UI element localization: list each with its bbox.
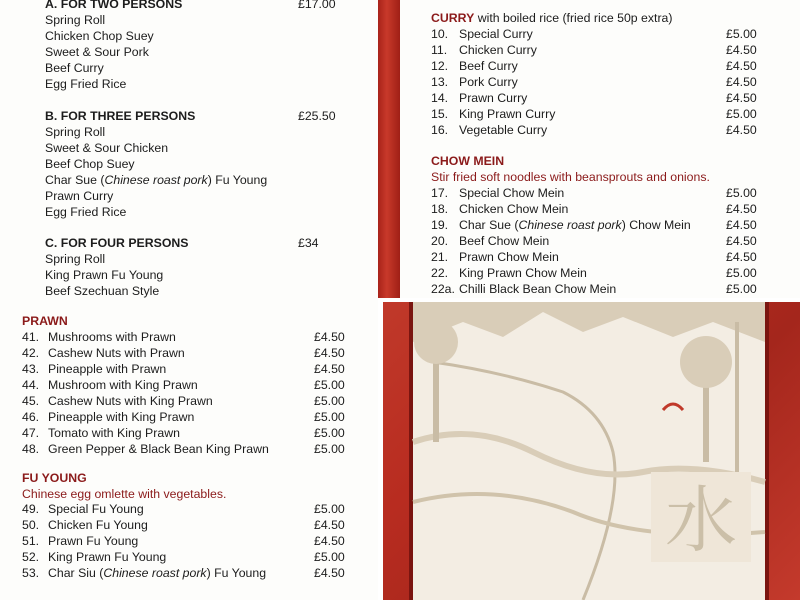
fu-young-item-price: £5.00: [314, 550, 345, 564]
curry-item-name: Beef Curry: [459, 59, 518, 73]
frame-edge-left: [409, 302, 413, 600]
prawn-item-price: £4.50: [314, 362, 345, 376]
prawn-item-number: 48.: [22, 442, 40, 456]
prawn-item-price: £5.00: [314, 394, 345, 408]
fu-young-item-number: 52.: [22, 550, 40, 564]
set-a-item: Chicken Chop Suey: [45, 29, 154, 43]
prawn-item-name: Pineapple with Prawn: [48, 362, 167, 376]
fu-young-item-price: £4.50: [314, 518, 345, 532]
set-c-item: Beef Szechuan Style: [45, 284, 160, 298]
fu-young-item-price: £4.50: [314, 534, 345, 548]
curry-item-price: £4.50: [726, 43, 757, 57]
chow-mein-item-number: 18.: [431, 202, 449, 216]
prawn-item-number: 46.: [22, 410, 40, 424]
curry-item-name: King Prawn Curry: [459, 107, 556, 121]
text: Char Siu (: [48, 566, 104, 580]
fu-young-item-price: £5.00: [314, 502, 345, 516]
curry-heading: [431, 10, 672, 26]
text: Char Sue (: [45, 173, 105, 187]
chow-mein-item-name: Chilli Black Bean Chow Mein: [459, 282, 617, 296]
curry-chow-mein-panel: [400, 0, 800, 298]
curry-item-number: 16.: [431, 123, 449, 137]
fu-young-item-name: King Prawn Fu Young: [48, 550, 167, 564]
prawn-item-price: £4.50: [314, 346, 345, 360]
prawn-item-name: Tomato with King Prawn: [48, 426, 180, 440]
fu-young-item-number: 53.: [22, 566, 40, 580]
set-a-item: Spring Roll: [45, 13, 106, 27]
prawn-item-number: 42.: [22, 346, 40, 360]
set-a-item: Beef Curry: [45, 61, 104, 75]
fu-young-title: FU YOUNG: [22, 471, 87, 485]
fu-young-item-number: 51.: [22, 534, 40, 548]
prawn-item-price: £5.00: [314, 410, 345, 424]
frame-edge-right: [765, 302, 769, 600]
prawn-item-number: 41.: [22, 330, 40, 344]
text: ) Chow Mein: [621, 218, 691, 232]
set-menu-panel: [0, 0, 378, 300]
curry-item-price: £5.00: [726, 27, 757, 41]
set-c-item: King Prawn Fu Young: [45, 268, 164, 282]
set-b-item: Beef Chop Suey: [45, 157, 135, 171]
prawn-item-name: Cashew Nuts with King Prawn: [48, 394, 213, 408]
fu-young-item-name: Chicken Fu Young: [48, 518, 148, 532]
prawn-item-number: 45.: [22, 394, 40, 408]
chow-mein-item-name: Prawn Chow Mein: [459, 250, 559, 264]
curry-item-price: £4.50: [726, 75, 757, 89]
set-c-price: £34: [298, 236, 319, 250]
chow-mein-item-price: £4.50: [726, 202, 757, 216]
set-c-item: Spring Roll: [45, 252, 106, 266]
curry-item-name: Special Curry: [459, 27, 533, 41]
curry-item-number: 12.: [431, 59, 449, 73]
prawn-item-name: Cashew Nuts with Prawn: [48, 346, 185, 360]
curry-item-name: Prawn Curry: [459, 91, 528, 105]
text: ) Fu Young: [206, 566, 267, 580]
set-a-price: £17.00: [298, 0, 336, 11]
text: Char Sue (: [459, 218, 519, 232]
chow-mein-item-name: Beef Chow Mein: [459, 234, 550, 248]
prawn-item-price: £5.00: [314, 442, 345, 456]
curry-item-number: 10.: [431, 27, 449, 41]
chow-mein-item-name: King Prawn Chow Mein: [459, 266, 587, 280]
curry-item-price: £4.50: [726, 123, 757, 137]
chow-mein-item-name: Special Chow Mein: [459, 186, 565, 200]
italic-note: Chinese roast pork: [103, 566, 207, 580]
prawn-fu-young-panel: [0, 300, 378, 600]
set-a-item: Sweet & Sour Pork: [45, 45, 149, 59]
curry-subtitle: with boiled rice (fried rice 50p extra): [477, 11, 673, 25]
curry-item-number: 11.: [431, 43, 448, 57]
set-b-item: Spring Roll: [45, 125, 106, 139]
landscape-illustration: [383, 302, 800, 600]
set-b-item: Sweet & Sour Chicken: [45, 141, 169, 155]
curry-title: CURRY: [431, 11, 475, 25]
chow-mein-item-number: 17.: [431, 186, 449, 200]
chow-mein-item-price: £4.50: [726, 250, 757, 264]
curry-item-number: 14.: [431, 91, 449, 105]
water-glyph-icon: 水: [664, 478, 738, 562]
set-b-item: Prawn Curry: [45, 189, 114, 203]
italic-note: Chinese roast pork: [518, 218, 622, 232]
chow-mein-item-price: £5.00: [726, 186, 757, 200]
tree-trunk-icon: [735, 322, 739, 472]
chow-mein-subtitle: Stir fried soft noodles with beansprouts and onions.: [431, 170, 710, 184]
text: ) Fu Young: [207, 173, 268, 187]
set-b-item: Egg Fried Rice: [45, 205, 127, 219]
fu-young-item-name: [48, 565, 266, 581]
chow-mein-item-name: Chicken Chow Mein: [459, 202, 569, 216]
chow-mein-item-price: £5.00: [726, 266, 757, 280]
curry-item-number: 15.: [431, 107, 449, 121]
prawn-item-price: £4.50: [314, 330, 345, 344]
tree-crown-icon: [414, 320, 458, 364]
fu-young-subtitle: Chinese egg omlette with vegetables.: [22, 487, 227, 501]
prawn-item-name: Pineapple with King Prawn: [48, 410, 195, 424]
fu-young-item-number: 49.: [22, 502, 40, 516]
curry-item-name: Pork Curry: [459, 75, 518, 89]
fu-young-item-price: £4.50: [314, 566, 345, 580]
prawn-item-number: 43.: [22, 362, 40, 376]
fu-young-item-number: 50.: [22, 518, 40, 532]
prawn-item-name: Green Pepper & Black Bean King Prawn: [48, 442, 269, 456]
set-c-title: C. FOR FOUR PERSONS: [45, 236, 189, 250]
chow-mein-item-number: 22.: [431, 266, 449, 280]
chow-mein-item-number: 21.: [431, 250, 449, 264]
curry-item-price: £5.00: [726, 107, 757, 121]
set-b-title: B. FOR THREE PERSONS: [45, 109, 196, 123]
chow-mein-item-number: 20.: [431, 234, 449, 248]
curry-item-price: £4.50: [726, 91, 757, 105]
chow-mein-item-price: £4.50: [726, 234, 757, 248]
curry-item-name: Chicken Curry: [459, 43, 537, 57]
prawn-item-number: 44.: [22, 378, 40, 392]
chow-mein-item-number: 22a.: [431, 282, 455, 296]
prawn-item-number: 47.: [22, 426, 40, 440]
tree-crown-icon: [680, 336, 732, 388]
fu-young-item-name: Prawn Fu Young: [48, 534, 139, 548]
set-b-price: £25.50: [298, 109, 336, 123]
chow-mein-item-price: £4.50: [726, 218, 757, 232]
prawn-item-price: £5.00: [314, 378, 345, 392]
decorative-artwork: [383, 302, 800, 600]
italic-note: Chinese roast pork: [104, 173, 208, 187]
red-divider-strip: [378, 0, 400, 298]
chow-mein-title: CHOW MEIN: [431, 154, 505, 168]
prawn-item-name: Mushroom with King Prawn: [48, 378, 198, 392]
chow-mein-item-price: £5.00: [726, 282, 757, 296]
set-a-title: A. FOR TWO PERSONS: [45, 0, 183, 11]
chow-mein-item-name: [459, 217, 691, 233]
prawn-title: PRAWN: [22, 314, 68, 328]
curry-item-name: Vegetable Curry: [459, 123, 548, 137]
fu-young-item-name: Special Fu Young: [48, 502, 144, 516]
prawn-item-name: Mushrooms with Prawn: [48, 330, 176, 344]
set-b-item: [45, 172, 267, 188]
chow-mein-item-number: 19.: [431, 218, 449, 232]
curry-item-number: 13.: [431, 75, 449, 89]
curry-item-price: £4.50: [726, 59, 757, 73]
prawn-item-price: £5.00: [314, 426, 345, 440]
set-a-item: Egg Fried Rice: [45, 77, 127, 91]
